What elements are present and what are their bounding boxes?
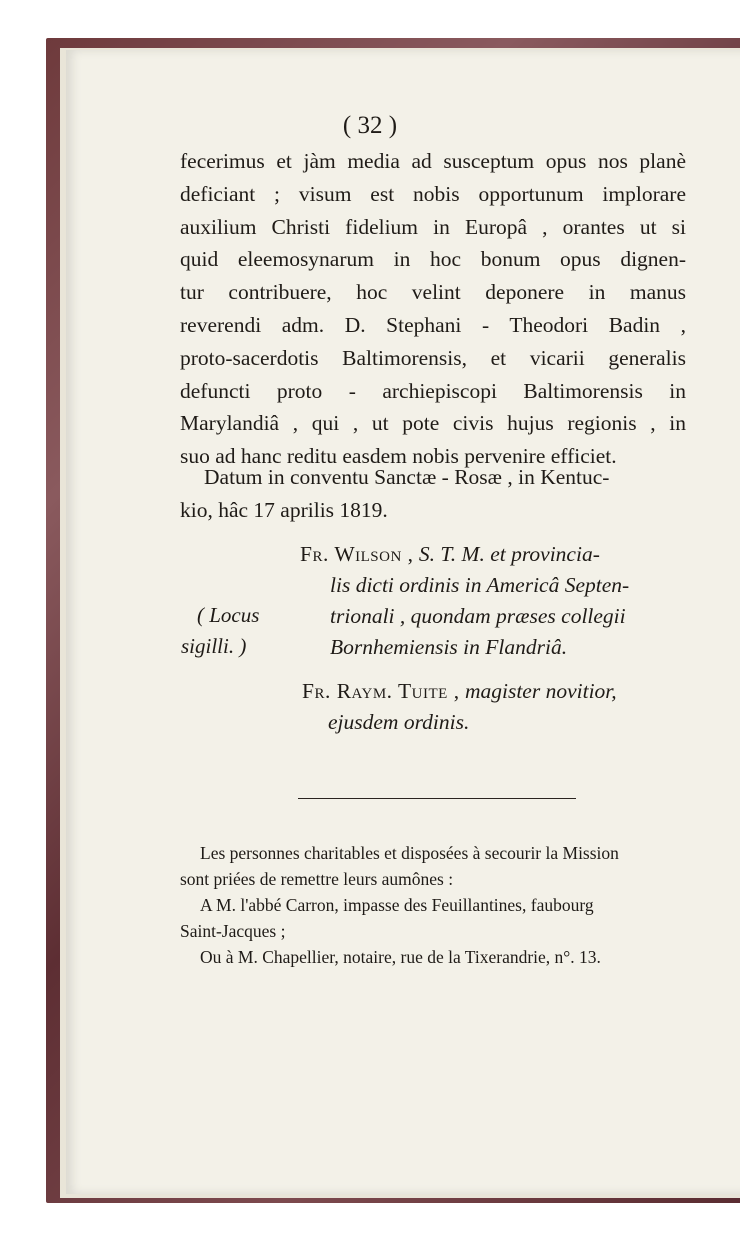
seal-text: sigilli. )	[181, 634, 247, 658]
text-line: reverendi adm. D. Stephani - Theodori Badin ,	[180, 312, 686, 337]
notice-line: sont priées de remettre leurs aumônes :	[180, 869, 454, 889]
signature-text: lis dicti ordinis in Americâ Septen-	[330, 573, 630, 597]
signature-text: ejusdem ordinis.	[328, 710, 470, 734]
signature-text: Bornhemiensis in Flandriâ.	[330, 635, 568, 659]
text-line: Marylandiâ , qui , ut pote civis hujus regionis , in	[180, 411, 686, 436]
notice-line: Saint-Jacques ;	[180, 921, 286, 941]
date-line: kio, hâc 17 aprilis 1819.	[180, 497, 388, 522]
text-line: proto-sacerdotis Baltimorensis, et vicarii generalis	[180, 345, 686, 370]
signatory-name: Fr. Wilson ,	[300, 542, 414, 566]
notice-line: Les personnes charitables et disposées à secourir la Mission	[200, 843, 619, 863]
signatory-degree: S. T. M.	[418, 542, 485, 566]
text-line: defuncti proto - archiepiscopi Baltimorensis in	[180, 378, 686, 403]
signature-text: magister novitior,	[464, 679, 617, 703]
signature-wilson	[300, 539, 629, 663]
text-line: tur contribuere, hoc velint deponere in manus	[180, 280, 686, 305]
date-paragraph	[180, 461, 686, 527]
divider-rule	[298, 798, 576, 799]
signature-text: trionali , quondam præses collegii	[330, 604, 626, 628]
donation-notice	[180, 840, 686, 970]
signatory-name: Fr. Raym. Tuite ,	[302, 679, 460, 703]
seal-placeholder	[181, 600, 259, 662]
text-line: auxilium Christi fidelium in Europâ , orantes ut si	[180, 214, 686, 239]
notice-line: A M. l'abbé Carron, impasse des Feuillantines, faubourg	[200, 895, 594, 915]
signature-tuite	[302, 676, 617, 738]
notice-line: Ou à M. Chapellier, notaire, rue de la Tixerandrie, n°. 13.	[200, 947, 601, 967]
text-line: suo ad hanc reditu easdem nobis pervenire efficiet.	[180, 444, 617, 469]
text-line: quid eleemosynarum in hoc bonum opus dignen-	[180, 247, 686, 272]
body-paragraph	[180, 145, 686, 473]
date-line: Datum in conventu Sanctæ - Rosæ , in Kentuc-	[204, 465, 610, 489]
signature-text: et provincia-	[490, 542, 600, 566]
text-line: deficiant ; visum est nobis opportunum implorare	[180, 181, 686, 206]
page-number: ( 32 )	[342, 112, 398, 139]
seal-text: ( Locus	[197, 603, 260, 627]
text-line: fecerimus et jàm media ad susceptum opus nos planè	[180, 149, 686, 173]
